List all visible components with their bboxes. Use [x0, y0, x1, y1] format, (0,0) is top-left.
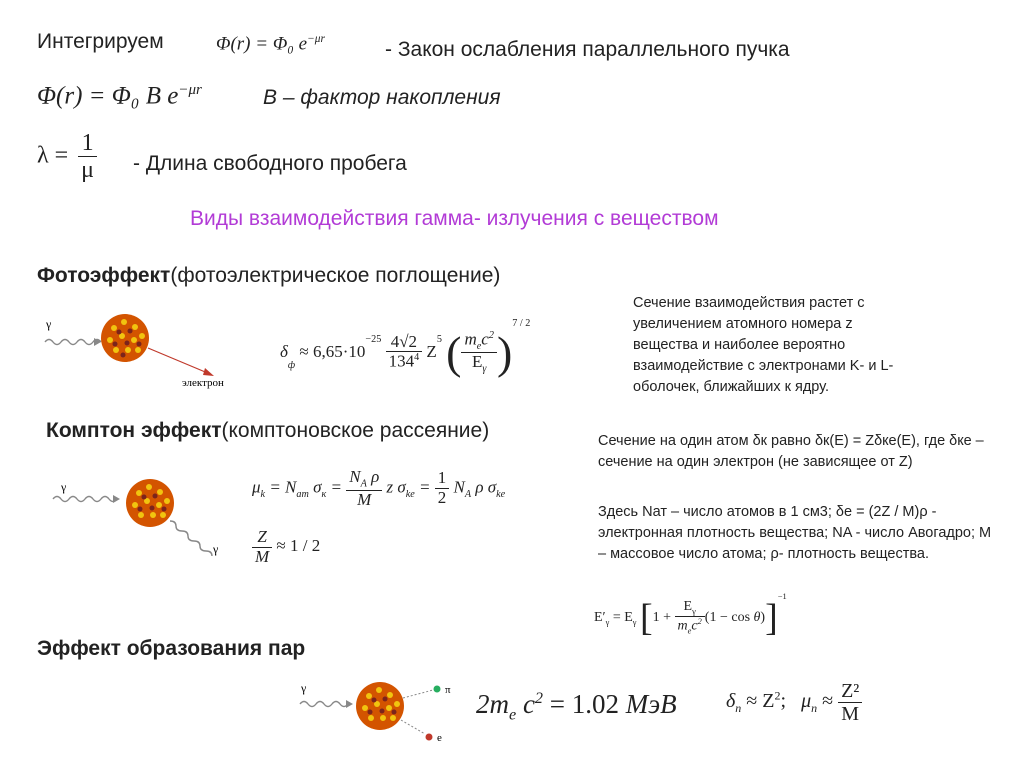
- gamma-out-label: γ: [213, 542, 219, 556]
- electron-label: электрон: [182, 377, 224, 389]
- gamma-in-wave: [53, 497, 117, 502]
- section-heading: Виды взаимодействия гамма- излучения с веществом: [190, 207, 719, 230]
- electron-dot: [426, 734, 433, 741]
- mean-free-path-formula: λ = $\frac{1}{\mu}$: [37, 130, 97, 184]
- positron-dot: [434, 686, 441, 693]
- photoeffect-cross-section-formula: $\delta_ф \approx 6,65\cdot 10^{-25}$ $\frac{4√2}{134^4}$ $Z^5$ ( $\frac{m_ec^2}{E_\gamma}$ )$^{7 / 2}$: [280, 318, 531, 378]
- gamma-in-label: γ: [61, 480, 67, 494]
- gamma-wave: [300, 702, 348, 707]
- buildup-factor-text: B – фактор накопления: [263, 86, 501, 109]
- gamma-out-wave: [170, 521, 212, 556]
- photoeffect-note: Сечение взаимодействия растет с увеличением атомного номера z вещества и наиболее вероятно взаимодействие с электронами K- и L-оболочек, ближайших к ядру.: [633, 295, 894, 395]
- gamma-label: γ: [301, 681, 307, 695]
- electron-arrow: [148, 348, 210, 374]
- compton-note-definitions: Здесь Nат – число атомов в 1 см3; δe = (2Z / M)ρ - электронная плотность вещества; NA - число Авогадро; M – массовое число атома; ρ- плотность вещества.: [598, 504, 992, 562]
- photoeffect-title: Фотоэффект(фотоэлектрическое поглощение): [37, 264, 501, 287]
- photoeffect-diagram: [40, 310, 260, 395]
- integrate-label: Интегрируем: [37, 30, 164, 53]
- buildup-formula: Φ(r) = Φ₀ B $e^{-\mu r}$: [37, 82, 202, 110]
- pair-production-title: Эффект образования пар: [37, 637, 306, 660]
- pair-threshold-formula: $2m_е$ $c^2 = 1.02$ MэB: [476, 689, 677, 724]
- compton-diagram: [45, 475, 235, 565]
- mean-free-path-text: - Длина свободного пробега: [133, 152, 407, 175]
- pair-cross-section-formula: $\delta_n \approx Z^2$; $\mu_n$ ≈ $\frac{\text{Z²}}{M}$: [726, 680, 862, 725]
- compton-attenuation-formula: $\mu_k = N_{ат}$ $\sigma_к$ = $\frac{N_A \rho}{M}$ z $\sigma_{ke}$ = $\frac{1}{2}$ $N_A$ ρ $\sigma_{ke}$: [252, 467, 506, 509]
- pi-label: π: [445, 684, 451, 696]
- attenuation-formula: Φ(r) = Φ₀ $e^{-\mu r}$: [216, 33, 325, 55]
- z-over-m-formula: $\frac{Z}{M}$ ≈ 1 / 2: [252, 528, 320, 566]
- compton-title: Комптон эффект(комптоновское рассеяние): [46, 419, 490, 442]
- gamma-wave: [45, 340, 101, 345]
- compton-note-cross-section: Сечение на один атом δк равно δк(E) = Zδкe(E), где δкe – сечение на один электрон (не зависящее от Z): [598, 433, 984, 470]
- compton-energy-formula: $E'_\gamma = E_\gamma$ [1 + $\frac{E_\gamma}{m_ec^2}$ (1 − cos θ)]$^{-1}$: [594, 592, 787, 639]
- attenuation-law-text: - Закон ослабления параллельного пучка: [385, 38, 790, 61]
- pair-production-diagram: [295, 676, 465, 758]
- e-label: e: [437, 732, 442, 744]
- gamma-label: γ: [46, 317, 52, 331]
